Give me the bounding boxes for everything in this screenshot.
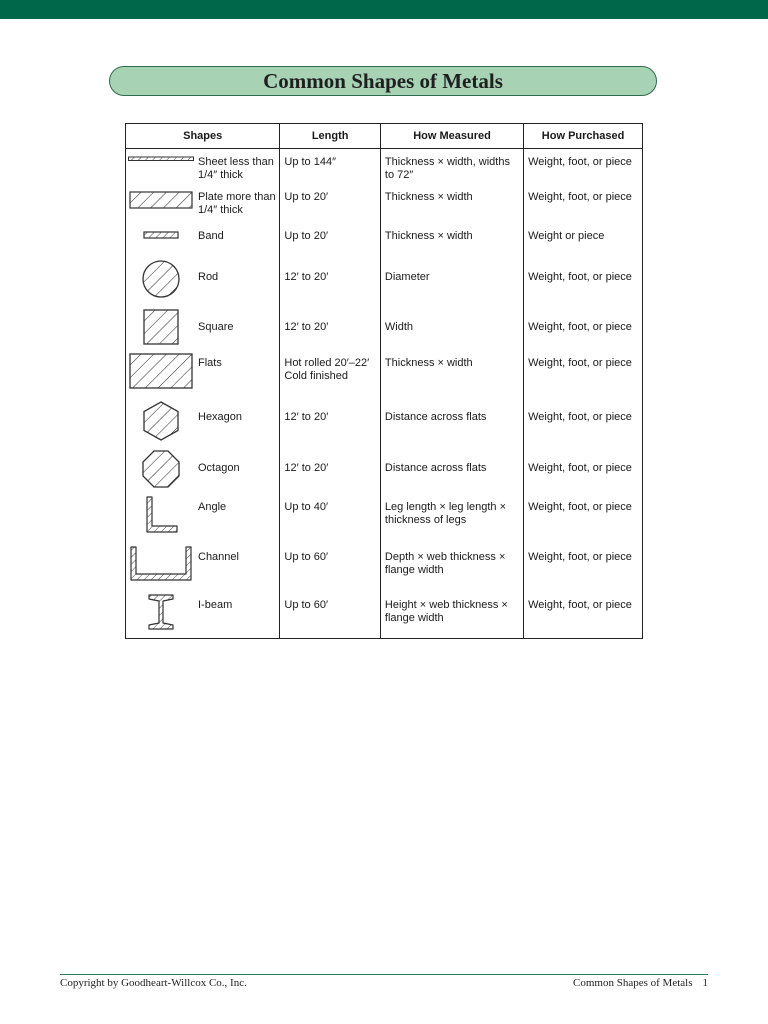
page-title: Common Shapes of Metals — [263, 68, 503, 93]
purchased-cell: Weight, foot, or piece — [524, 349, 643, 397]
column-header-how-purchased: How Purchased — [524, 124, 643, 149]
page-number: 1 — [702, 977, 708, 989]
angle-shape-icon — [126, 495, 196, 535]
shape-name: Rod — [198, 270, 219, 283]
shape-cell — [126, 185, 280, 223]
length-cell: Up to 20′ — [280, 185, 381, 223]
measured-cell: Thickness × width — [380, 349, 523, 397]
shape-cell — [126, 349, 280, 397]
purchased-cell: Weight, foot, or piece — [524, 149, 643, 185]
shape-name: Hexagon — [198, 410, 243, 423]
table-header-row — [126, 124, 643, 149]
measured-cell: Thickness × width — [380, 223, 523, 257]
table-row — [126, 349, 643, 397]
footer-section-title: Common Shapes of Metals — [573, 977, 693, 989]
shape-cell — [126, 541, 280, 589]
shape-cell — [126, 257, 280, 305]
length-cell: 12′ to 20′ — [280, 305, 381, 349]
table-row — [126, 447, 643, 493]
measured-cell: Width — [380, 305, 523, 349]
table-row — [126, 305, 643, 349]
table-row — [126, 257, 643, 305]
length-cell: 12′ to 20′ — [280, 257, 381, 305]
shape-name: Band — [198, 229, 224, 242]
table-row — [126, 185, 643, 223]
octagon-shape-icon — [126, 449, 196, 489]
channel-shape-icon — [126, 545, 196, 583]
purchased-cell: Weight, foot, or piece — [524, 541, 643, 589]
measured-cell: Distance across flats — [380, 397, 523, 447]
shape-cell — [126, 493, 280, 541]
shape-name: Sheet less than 1/4″ thick — [198, 156, 274, 181]
shape-name: Flats — [198, 356, 222, 369]
shape-cell — [126, 149, 280, 185]
shape-name: I-beam — [198, 598, 233, 611]
square-shape-icon — [126, 309, 196, 345]
length-cell: Up to 40′ — [280, 493, 381, 541]
purchased-cell: Weight, foot, or piece — [524, 589, 643, 639]
title-banner — [109, 66, 657, 96]
hexagon-shape-icon — [126, 400, 196, 442]
band-shape-icon — [126, 230, 196, 240]
shape-cell — [126, 447, 280, 493]
measured-cell: Distance across flats — [380, 447, 523, 493]
purchased-cell: Weight, foot, or piece — [524, 493, 643, 541]
plate-shape-icon — [126, 191, 196, 209]
shape-name: Plate more than 1/4″ thick — [198, 190, 276, 216]
sheet-shape-icon — [126, 156, 196, 162]
purchased-cell: Weight, foot, or piece — [524, 447, 643, 493]
column-header-how-measured: How Measured — [380, 124, 523, 149]
purchased-cell: Weight, foot, or piece — [524, 397, 643, 447]
length-cell: Up to 144″ — [280, 149, 381, 185]
length-cell: Up to 60′ — [280, 541, 381, 589]
table-row — [126, 493, 643, 541]
measured-cell: Height × web thickness × flange width — [380, 589, 523, 639]
footer-copyright: Copyright by Goodheart-Willcox Co., Inc. — [60, 977, 247, 989]
footer-divider — [60, 974, 708, 975]
shape-name: Angle — [198, 500, 227, 513]
purchased-cell: Weight, foot, or piece — [524, 185, 643, 223]
column-header-shapes: Shapes — [126, 124, 280, 149]
rod-shape-icon — [126, 259, 196, 299]
length-cell: Hot rolled 20′–22′ Cold finished — [280, 349, 381, 397]
shape-cell — [126, 223, 280, 257]
shape-cell — [126, 305, 280, 349]
table-row — [126, 541, 643, 589]
table-row — [126, 223, 643, 257]
top-header-bar — [0, 0, 768, 19]
measured-cell: Thickness × width — [380, 185, 523, 223]
shape-name: Octagon — [198, 461, 240, 474]
table-row — [126, 397, 643, 447]
table-row — [126, 589, 643, 639]
footer-right — [563, 977, 708, 989]
length-cell: 12′ to 20′ — [280, 397, 381, 447]
measured-cell: Leg length × leg length × thickness of legs — [380, 493, 523, 541]
measured-cell: Thickness × width, widths to 72″ — [380, 149, 523, 185]
table-row — [126, 149, 643, 185]
measured-cell: Diameter — [380, 257, 523, 305]
shape-cell — [126, 589, 280, 639]
purchased-cell: Weight or piece — [524, 223, 643, 257]
shape-cell — [126, 397, 280, 447]
i-beam-shape-icon — [126, 593, 196, 631]
column-header-length: Length — [280, 124, 381, 149]
purchased-cell: Weight, foot, or piece — [524, 305, 643, 349]
length-cell: Up to 20′ — [280, 223, 381, 257]
metal-shapes-table — [125, 123, 643, 639]
length-cell: Up to 60′ — [280, 589, 381, 639]
length-cell: 12′ to 20′ — [280, 447, 381, 493]
flats-shape-icon — [126, 353, 196, 389]
shape-name: Square — [198, 320, 234, 333]
shape-name: Channel — [198, 550, 239, 563]
purchased-cell: Weight, foot, or piece — [524, 257, 643, 305]
measured-cell: Depth × web thickness × flange width — [380, 541, 523, 589]
